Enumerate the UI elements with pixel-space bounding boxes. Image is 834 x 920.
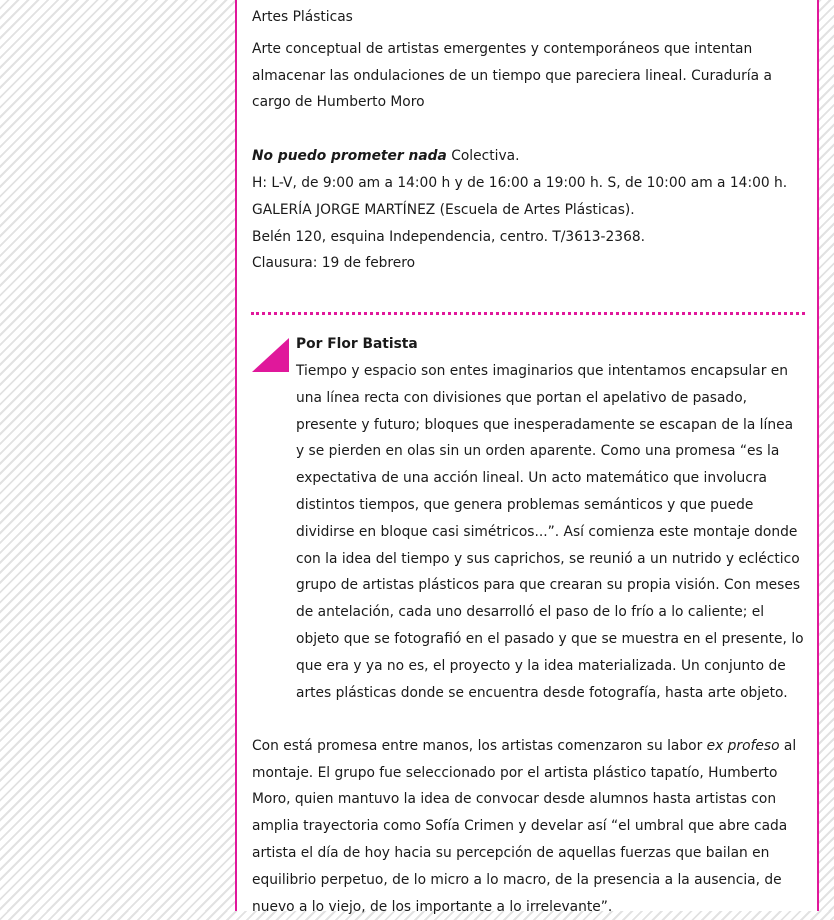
article-column xyxy=(235,0,819,915)
article-paragraph-2 xyxy=(252,733,804,920)
paragraph-2-rest: al montaje. El grupo fue seleccionado por el artista plástico tapatío, Humberto Moro, quien mantuvo la idea de convocar desde alumnos hasta artistas con amplia trayectoria como Sofía Crimen y develar así “el umbral que abre cada artista el día de hoy hacia su percepción de aquellas fuerzas que bailan en equilibrio perpetuo, de lo micro a lo macro, de la presencia a la ausencia, de nuevo a lo viejo, de los importante a lo irrelevante”. xyxy=(252,737,797,915)
paragraph-2-italic: ex profeso xyxy=(706,737,780,754)
section-divider xyxy=(251,312,805,315)
article-body xyxy=(252,358,804,920)
event-venue: GALERÍA JORGE MARTÍNEZ (Escuela de Artes Plásticas). xyxy=(252,201,635,218)
event-title-line xyxy=(252,143,804,170)
article-paragraph-1: Tiempo y espacio son entes imaginarios que intentamos encapsular en una línea recta con divisiones que portan el apelativo de pasado, presente y futuro; bloques que inesperadamente se escapan de la línea y se pierden en olas sin un orden aparente. Como una promesa “es la expectativa de una acción lineal. Un acto matemático que involucra distintos tiempos, que genera problemas semánticos y que puede dividirse en bloque casi simétricos...”. Así comienza este montaje donde con la idea del tiempo y sus caprichos, se reunió a un nutrido y ecléctico grupo de artistas plásticos para que crearan su propia visión. Con meses de antelación, cada uno desarrolló el paso de lo frío a lo caliente; el objeto que se fotografió en el pasado y que se muestra en el presente, lo que era y ya no es, el proyecto y la idea materializada. Un conjunto de artes plásticas donde se encuentra desde fotografía, hasta arte objeto. xyxy=(296,363,804,701)
event-address: Belén 120, esquina Independencia, centro. T/3613-2368. xyxy=(252,228,646,245)
article-byline: Por Flor Batista xyxy=(296,336,418,352)
paragraph-gap xyxy=(252,706,804,733)
event-type: Colectiva. xyxy=(451,148,520,165)
event-title: No puedo prometer nada xyxy=(252,148,447,165)
event-listing xyxy=(252,4,804,277)
paragraph-2-start: Con está promesa entre manos, los artistas comenzaron su labor xyxy=(252,737,707,754)
event-hours: H: L-V, de 9:00 am a 14:00 h y de 16:00 a 19:00 h. S, de 10:00 am a 14:00 h. xyxy=(252,174,788,191)
event-category: Artes Plásticas xyxy=(252,9,353,25)
event-closing: Clausura: 19 de febrero xyxy=(252,255,416,272)
event-description: Arte conceptual de artistas emergentes y contemporáneos que intentan almacenar las ondulaciones de un tiempo que pareciera lineal. Curaduría a cargo de Humberto Moro xyxy=(252,40,772,111)
